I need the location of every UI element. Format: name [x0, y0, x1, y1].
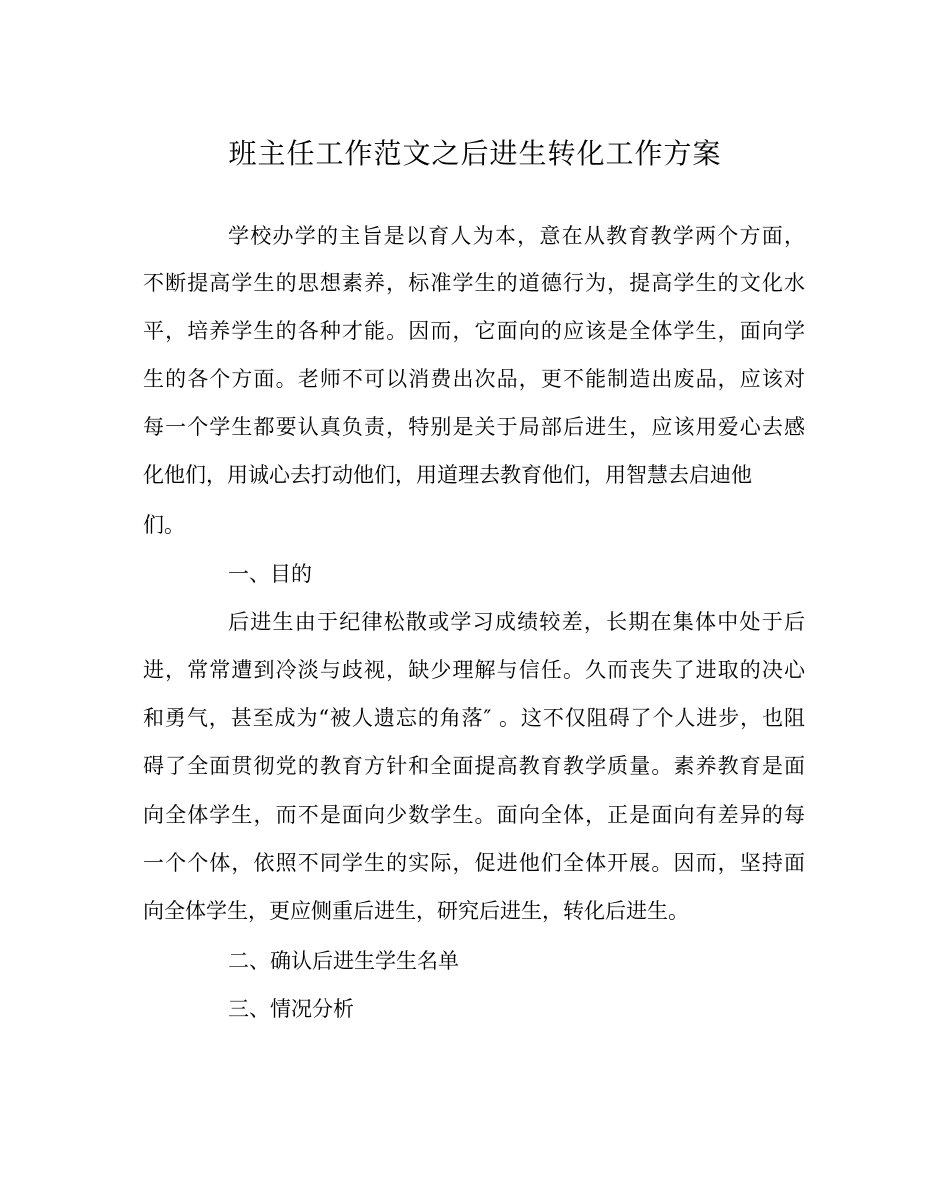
section-heading-student-list: 二、确认后进生学生名单: [228, 949, 459, 973]
paragraph-line: 生的各个方面。老师不可以消费出次品，更不能制造出废品，应该对: [143, 367, 805, 391]
paragraph-line: 化他们，用诚心去打动他们，用道理去教育他们，用智慧去启迪他: [143, 463, 752, 487]
paragraph-line: 一个个体，依照不同学生的实际，促进他们全体开展。因而，坚持面: [143, 851, 805, 875]
paragraph-line: 和勇气，甚至成为“被人遗忘的角落″ 。这不仅阻碍了个人进步，也阻: [143, 706, 805, 730]
paragraph-line: 碍了全面贯彻党的教育方针和全面提高教育教学质量。素养教育是面: [143, 754, 805, 778]
paragraph-line: 进，常常遭到冷淡与歧视，缺少理解与信任。久而丧失了进取的决心: [143, 658, 805, 682]
section-heading-goal: 一、目的: [228, 562, 312, 586]
paragraph-line: 们。: [143, 513, 185, 537]
paragraph-line: 后进生由于纪律松散或学习成绩较差，长期在集体中处于后: [228, 610, 805, 634]
paragraph-line: 不断提高学生的思想素养，标准学生的道德行为，提高学生的文化水: [143, 271, 805, 295]
section-heading-analysis: 三、情况分析: [228, 997, 354, 1021]
paragraph-line: 向全体学生，而不是面向少数学生。面向全体，正是面向有差异的每: [143, 803, 805, 827]
paragraph-line: 向全体学生，更应侧重后进生，研究后进生，转化后进生。: [143, 899, 689, 923]
document-title: 班主任工作范文之后进生转化工作方案: [228, 137, 722, 170]
paragraph-line: 平，培养学生的各种才能。因而，它面向的应该是全体学生，面向学: [143, 319, 805, 343]
paragraph-line: 每一个学生都要认真负责，特别是关于局部后进生，应该用爱心去感: [143, 415, 805, 439]
paragraph-line: 学校办学的主旨是以育人为本，意在从教育教学两个方面，: [228, 224, 805, 248]
